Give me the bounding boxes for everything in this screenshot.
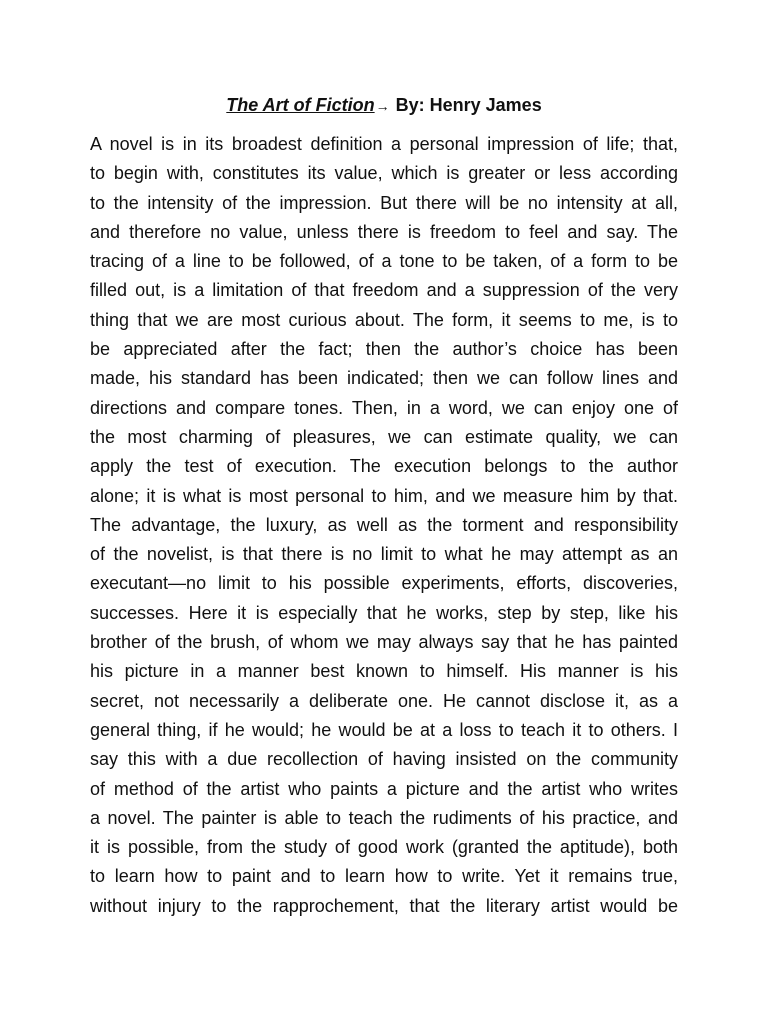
text-line: and therefore no value, unless there is freedom to feel and say. The — [90, 221, 678, 242]
text-line: a novel. The painter is able to teach the rudiments of his practice, and — [90, 807, 678, 828]
title-work-name: The Art of Fiction — [226, 95, 375, 115]
text-line: The advantage, the luxury, as well as the torment and responsibility — [90, 514, 678, 535]
text-line: directions and compare tones. Then, in a word, we can enjoy one of — [90, 397, 678, 418]
text-line: it is possible, from the study of good work (granted the aptitude), both — [90, 837, 678, 858]
document-title — [0, 93, 768, 118]
text-line: made, his standard has been indicated; then we can follow lines and — [90, 368, 678, 389]
arrow-icon: → — [375, 98, 390, 114]
text-line: executant—no limit to his possible experiments, efforts, discoveries, — [90, 573, 678, 594]
text-line: secret, not necessarily a deliberate one. He cannot disclose it, as a — [90, 690, 678, 711]
document-body — [90, 130, 678, 921]
text-line: to begin with, constitutes its value, which is greater or less according — [90, 163, 678, 184]
text-line: alone; it is what is most personal to him, and we measure him by that. — [90, 485, 678, 506]
text-line: A novel is in its broadest definition a personal impression of life; that, — [90, 134, 678, 154]
text-line: the most charming of pleasures, we can estimate quality, we can — [90, 426, 678, 447]
text-line: to learn how to paint and to learn how to write. Yet it remains true, — [90, 866, 678, 887]
text-line: to the intensity of the impression. But there will be no intensity at all, — [90, 192, 678, 213]
text-line: filled out, is a limitation of that freedom and a suppression of the very — [90, 280, 678, 301]
text-line: thing that we are most curious about. The form, it seems to me, is to — [90, 309, 678, 330]
text-line: of method of the artist who paints a picture and the artist who writes — [90, 778, 678, 799]
text-line: of the novelist, is that there is no limit to what he may attempt as an — [90, 544, 678, 565]
text-line: general thing, if he would; he would be at a loss to teach it to others. I — [90, 719, 678, 740]
text-line: his picture in a manner best known to himself. His manner is his — [90, 661, 678, 682]
text-line: successes. Here it is especially that he works, step by step, like his — [90, 602, 678, 623]
title-byline: By: Henry James — [390, 95, 542, 115]
text-line: say this with a due recollection of having insisted on the community — [90, 749, 678, 770]
text-line: without injury to the rapprochement, that the literary artist would be — [90, 895, 678, 916]
text-line: apply the test of execution. The execution belongs to the author — [90, 456, 678, 477]
text-line: brother of the brush, of whom we may always say that he has painted — [90, 632, 678, 653]
text-line: be appreciated after the fact; then the author’s choice has been — [90, 339, 678, 360]
text-line: tracing of a line to be followed, of a tone to be taken, of a form to be — [90, 251, 678, 272]
